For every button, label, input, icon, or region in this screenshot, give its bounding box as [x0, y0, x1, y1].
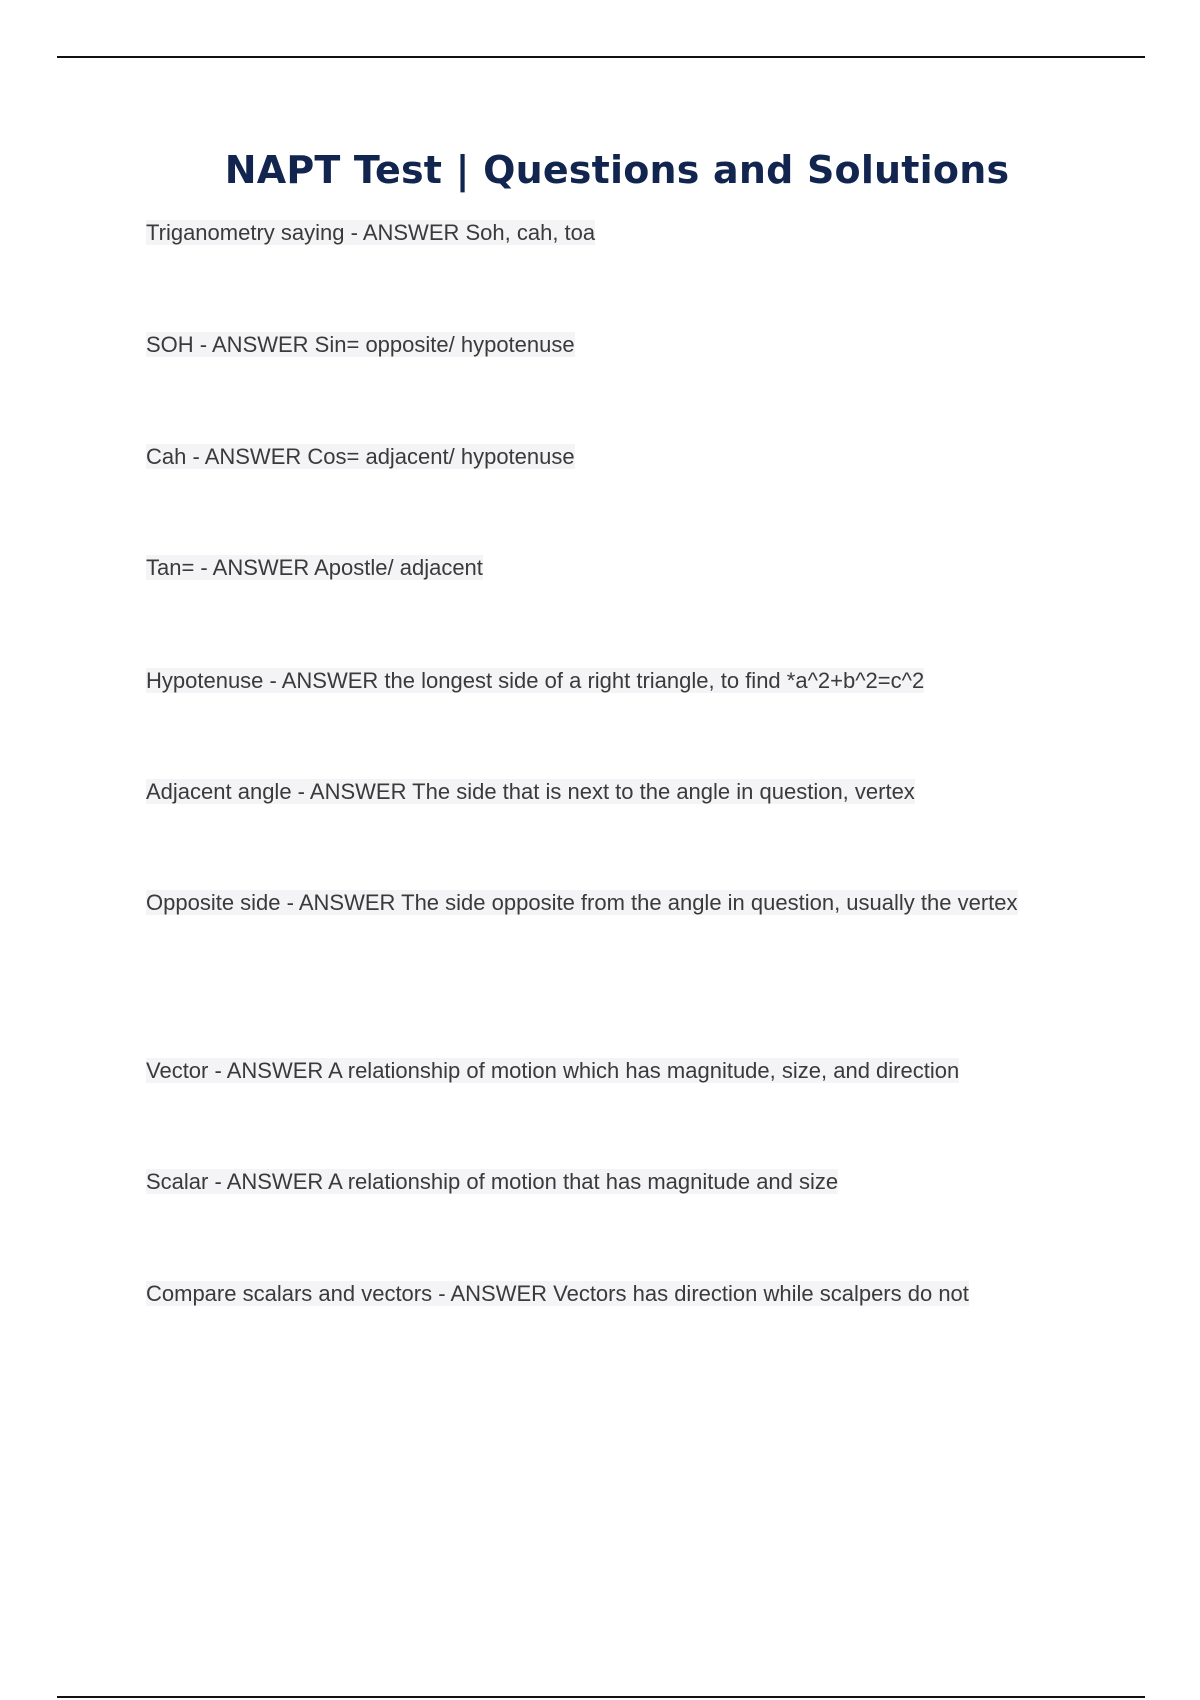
qa-item-text: Triganometry saying - ANSWER Soh, cah, toa: [146, 220, 596, 245]
qa-item-text: Opposite side - ANSWER The side opposite from the angle in question, usually the vertex: [146, 890, 1018, 915]
qa-item: [146, 205, 1076, 261]
qa-item: [146, 875, 1076, 931]
qa-item-text: Hypotenuse - ANSWER the longest side of a right triangle, to find *a^2+b^2=c^2: [146, 668, 925, 693]
qa-item-text: Scalar - ANSWER A relationship of motion that has magnitude and size: [146, 1169, 839, 1194]
qa-item: [146, 317, 1076, 373]
qa-item: [146, 1266, 1076, 1322]
qa-item: [146, 429, 1076, 485]
bottom-rule: [57, 1696, 1145, 1698]
qa-item-text: Tan= - ANSWER Apostle/ adjacent: [146, 555, 483, 580]
qa-item-text: SOH - ANSWER Sin= opposite/ hypotenuse: [146, 332, 575, 357]
page-title: NAPT Test | Questions and Solutions: [224, 148, 1010, 192]
qa-item-text: Adjacent angle - ANSWER The side that is next to the angle in question, vertex: [146, 779, 915, 804]
qa-item: [146, 653, 1076, 709]
qa-item: [146, 1154, 1076, 1210]
qa-item-text: Cah - ANSWER Cos= adjacent/ hypotenuse: [146, 444, 575, 469]
qa-item-text: Compare scalars and vectors - ANSWER Vectors has direction while scalpers do not: [146, 1281, 969, 1306]
qa-item: [146, 1043, 1076, 1099]
qa-item: [146, 764, 1076, 820]
top-rule: [57, 56, 1145, 58]
qa-item-text: Vector - ANSWER A relationship of motion which has magnitude, size, and direction: [146, 1058, 960, 1083]
qa-item: [146, 540, 1076, 596]
